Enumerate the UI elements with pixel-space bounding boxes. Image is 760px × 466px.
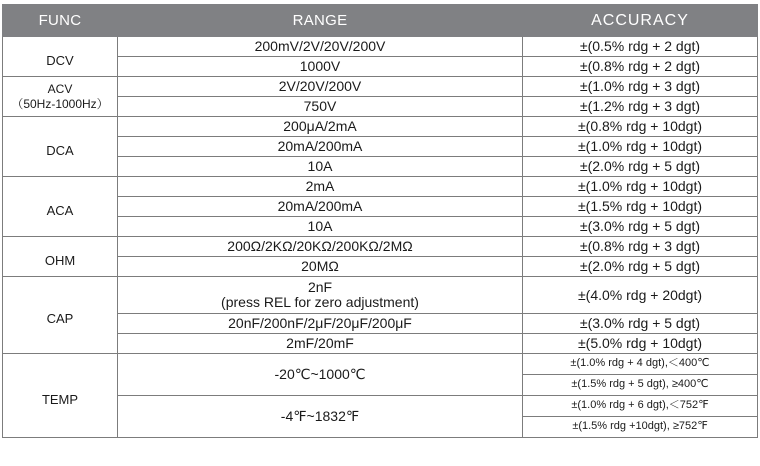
- func-label: ACV: [47, 82, 73, 97]
- table-row: [3, 177, 758, 197]
- table-row: [3, 237, 758, 257]
- accuracy-cell: ±(0.8% rdg + 10dgt): [523, 117, 758, 137]
- func-cell-dca: DCA: [3, 117, 118, 177]
- range-cell: 20mA/200mA: [118, 197, 523, 217]
- range-cell: 20nF/200nF/2μF/20μF/200μF: [118, 314, 523, 334]
- range-cell: 200μA/2mA: [118, 117, 523, 137]
- accuracy-cell: ±(2.0% rdg + 5 dgt): [523, 157, 758, 177]
- accuracy-cell: ±(3.0% rdg + 5 dgt): [523, 314, 758, 334]
- range-cell: 750V: [118, 97, 523, 117]
- range-cell: 1000V: [118, 57, 523, 77]
- accuracy-cell: ±(1.2% rdg + 3 dgt): [523, 97, 758, 117]
- func-frequency-note: （50Hz-1000Hz）: [11, 96, 109, 111]
- accuracy-cell: ±(1.0% rdg + 6 dgt),＜752℉: [523, 396, 758, 417]
- accuracy-cell: ±(2.0% rdg + 5 dgt): [523, 257, 758, 277]
- accuracy-cell: ±(1.0% rdg + 3 dgt): [523, 77, 758, 97]
- table-row: [3, 37, 758, 57]
- func-cell-cap: CAP: [3, 277, 118, 354]
- func-cell-aca: ACA: [3, 177, 118, 237]
- accuracy-cell: ±(4.0% rdg + 20dgt): [523, 277, 758, 314]
- range-cell: -20℃~1000℃: [118, 354, 523, 396]
- range-cell: 2V/20V/200V: [118, 77, 523, 97]
- accuracy-cell: ±(1.5% rdg + 10dgt): [523, 197, 758, 217]
- accuracy-cell: ±(0.8% rdg + 3 dgt): [523, 237, 758, 257]
- range-cell: 200Ω/2KΩ/20KΩ/200KΩ/2MΩ: [118, 237, 523, 257]
- range-cell: -4℉~1832℉: [118, 396, 523, 438]
- accuracy-cell: ±(5.0% rdg + 10dgt): [523, 334, 758, 354]
- range-cell: 20mA/200mA: [118, 137, 523, 157]
- range-cell: 10A: [118, 157, 523, 177]
- accuracy-cell: ±(1.5% rdg +10dgt), ≥752℉: [523, 417, 758, 438]
- accuracy-cell: ±(1.0% rdg + 4 dgt),＜400℃: [523, 354, 758, 375]
- table-row: [3, 354, 758, 375]
- range-cell: 200mV/2V/20V/200V: [118, 37, 523, 57]
- accuracy-cell: ±(1.0% rdg + 10dgt): [523, 137, 758, 157]
- accuracy-cell: ±(1.5% rdg + 5 dgt), ≥400℃: [523, 375, 758, 396]
- accuracy-cell: ±(0.8% rdg + 2 dgt): [523, 57, 758, 77]
- accuracy-header: ACCURACY: [523, 5, 758, 37]
- range-cell: [118, 277, 523, 314]
- accuracy-cell: ±(3.0% rdg + 5 dgt): [523, 217, 758, 237]
- accuracy-cell: ±(0.5% rdg + 2 dgt): [523, 37, 758, 57]
- range-cell: 20MΩ: [118, 257, 523, 277]
- table-row: [3, 77, 758, 97]
- header-row: [3, 5, 758, 37]
- range-cell: 2mF/20mF: [118, 334, 523, 354]
- func-cell-temp: TEMP: [3, 354, 118, 438]
- table-row: [3, 277, 758, 314]
- func-cell-dcv: DCV: [3, 37, 118, 77]
- func-cell-ohm: OHM: [3, 237, 118, 277]
- range-cell: 2mA: [118, 177, 523, 197]
- range-value: 2nF: [307, 279, 333, 296]
- table-row: [3, 117, 758, 137]
- accuracy-cell: ±(1.0% rdg + 10dgt): [523, 177, 758, 197]
- func-header: FUNC: [3, 5, 118, 37]
- func-cell-acv: [3, 77, 118, 117]
- range-cell: 10A: [118, 217, 523, 237]
- range-header: RANGE: [118, 5, 523, 37]
- spec-table: [2, 4, 758, 438]
- range-note: (press REL for zero adjustment): [221, 294, 419, 310]
